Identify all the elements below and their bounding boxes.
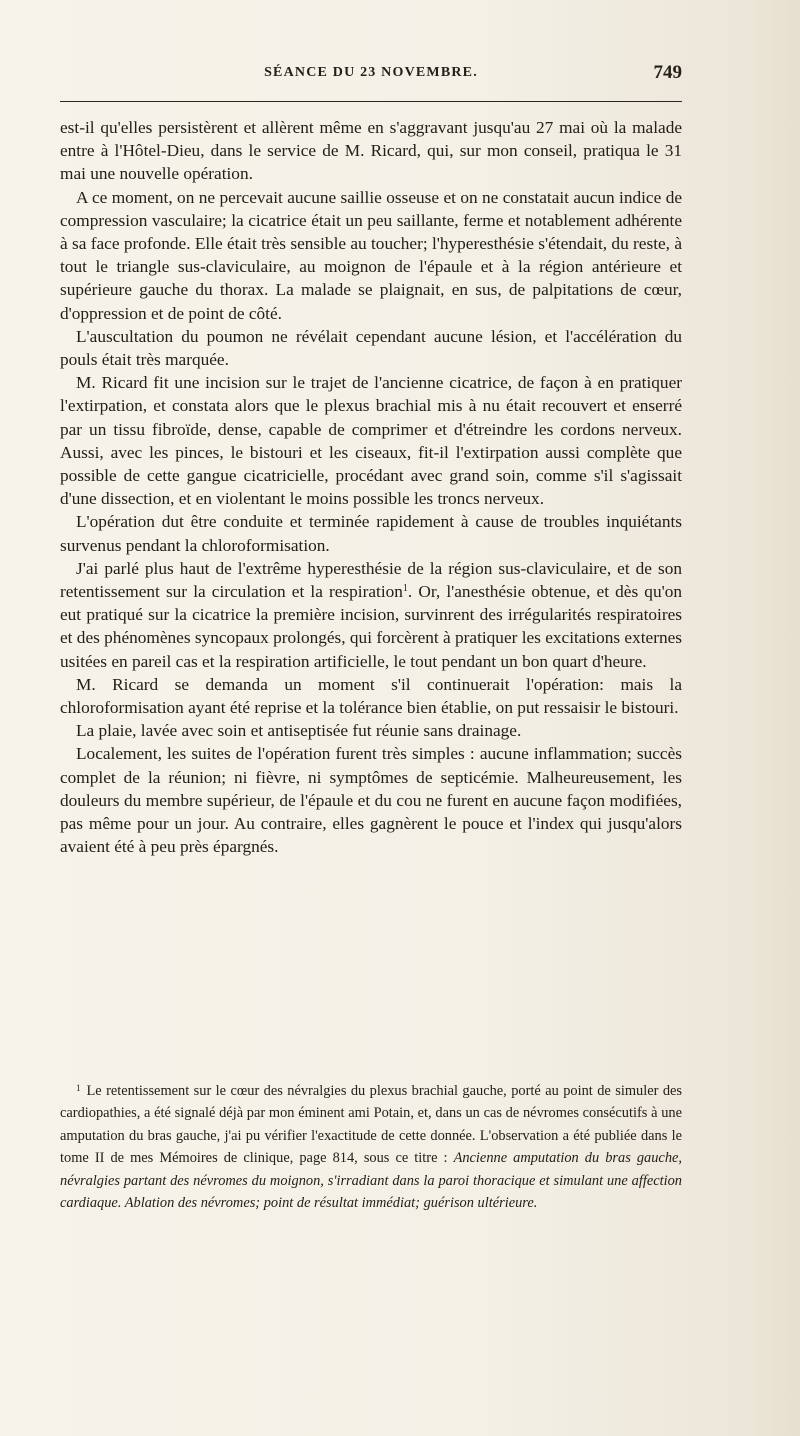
body-text [60,116,682,859]
footnote-text: Le retentissement sur le cœur des névralgies du plexus brachial gauche, porté au point de simuler des cardiopathies, a été signalé déjà par mon éminent ami Potain, et, dans un cas de névromes consécutifs à une amputation du bras gauche, j'ai pu vérifier l'exactitude de cette donnée. L'observation a été publiée dans le tome II de mes Mémoires de clinique, page 814, sous ce titre : [60,1083,682,1167]
paragraph: M. Ricard se demanda un moment s'il continuerait l'opération: mais la chloroformisation ayant été reprise et la tolérance bien établie, on put ressaisir le bistouri. [60,674,682,718]
footnote-cited-title: Ancienne amputation du bras gauche, névralgies partant des névromes du moignon, s'irradiant dans la paroi thoracique et simulant une affection cardiaque. Ablation des névromes; point de résultat immédiat; guérison ultérieure. [60,1150,682,1212]
paragraph-text: J'ai parlé plus haut de l'extrême hyperesthésie de la région sus-claviculaire, et de son retentissement sur la circulation et la respiration [60,558,682,602]
paragraph: est-il qu'elles persistèrent et allèrent même en s'aggravant jusqu'au 27 mai où la malade entre à l'Hôtel-Dieu, dans le service de M. Ricard, qui, sur mon conseil, pratiqua le 31 mai une nouvelle opération. [60,118,682,184]
paragraph: Localement, les suites de l'opération furent très simples : aucune inflammation; succès complet de la réunion; ni fièvre, ni symptômes de septicémie. Malheureusement, les douleurs du membre supérieur, de l'épaule et du cou ne furent en aucune façon modifiées, pas même pour un jour. Au contraire, elles gagnèrent le pouce et l'index qui jusqu'alors avaient été à peu près épargnés. [60,744,682,857]
paragraph: A ce moment, on ne percevait aucune saillie osseuse et on ne constatait aucun indice de compression vasculaire; la cicatrice était un peu saillante, ferme et notablement adhérente à sa face profonde. Elle était très sensible au toucher; l'hyperesthésie s'étendait, du reste, à tout le triangle sus-claviculaire, au moignon de l'épaule et à la région antérieure et supérieure gauche du thorax. La malade se plaignait, en sus, de palpitations de cœur, d'oppression et de point de côté. [60,187,682,323]
header-rule [60,101,682,102]
paragraph [60,557,682,673]
running-title: SÉANCE DU 23 NOVEMBRE. [264,65,478,80]
paragraph: L'auscultation du poumon ne révélait cependant aucune lésion, et l'accélération du pouls était très marquée. [60,326,682,370]
paragraph: L'opération dut être conduite et terminée rapidement à cause de troubles inquiétants survenus pendant la chloroformisation. [60,512,682,555]
paragraph-text: . Or, l'anesthésie obtenue, et dès qu'on eut pratiqué sur la cicatrice la première incision, survinrent des irrégularités respiratoires et des phénomènes syncopaux prolongés, qui forcèrent à pratiquer les excitations externes usitées en pareil cas et la respiration artificielle, le tout pendant un bon quart d'heure. [60,582,682,671]
footnote-mark: 1 [76,1083,81,1093]
page-header [60,62,682,88]
paragraph: M. Ricard fit une incision sur le trajet de l'ancienne cicatrice, de façon à en pratiquer l'extirpation, et constata alors que le plexus brachial mis à nu était recouvert et enserré par un tissu fibroïde, dense, capable de comprimer et d'étreindre les cordons nerveux. Aussi, avec les pinces, le bistouri et les ciseaux, fit-il l'extirpation aussi complète que possible de cette gangue cicatricielle, procédant avec grand soin, comme s'il s'agissait d'une dissection, et en violentant le moins possible les troncs nerveux. [60,373,682,509]
footnote-paragraph [60,1077,682,1214]
paragraph: La plaie, lavée avec soin et antiseptisée fut réunie sans drainage. [76,721,522,741]
footnote-reference[interactable]: 1 [402,583,408,595]
footnote [60,1077,682,1214]
page-number: 749 [653,62,682,83]
